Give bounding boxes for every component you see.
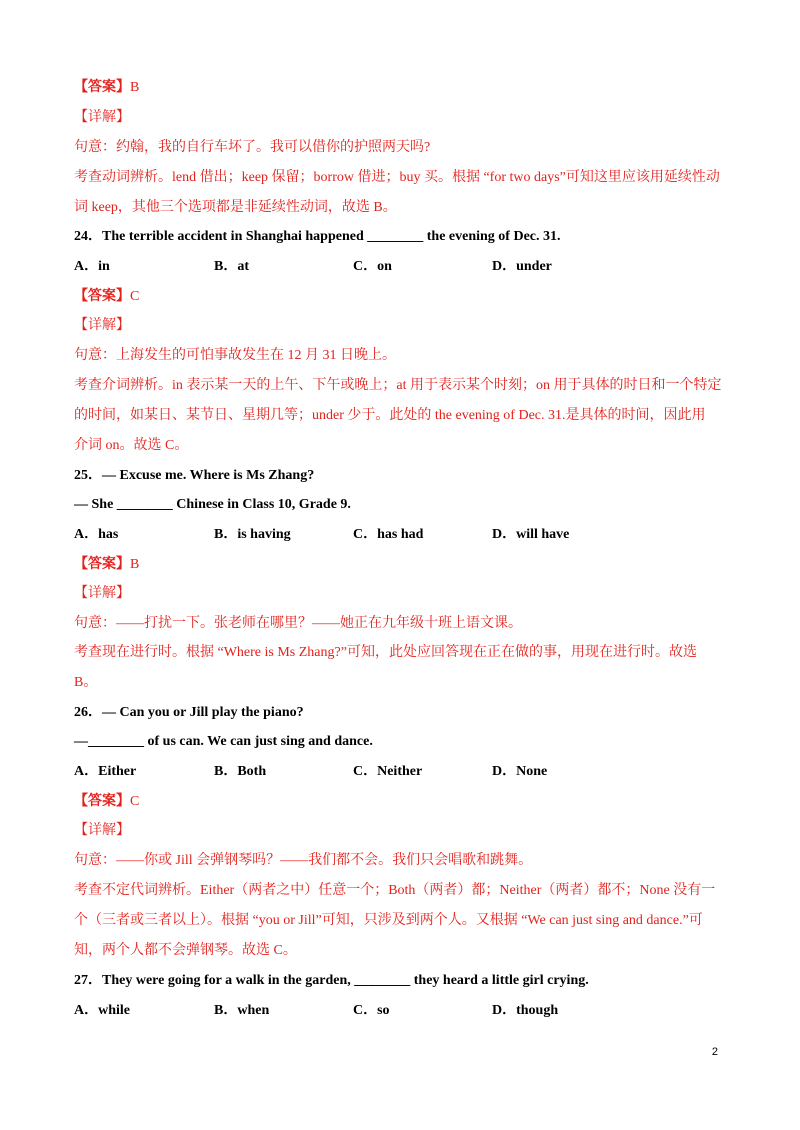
detail-label: 【详解】: [74, 318, 130, 333]
analysis-line: 个（三者或三者以上）。根据 “you or Jill”可知，只涉及到两个人。又根据 “We can just sing and dance.”可: [74, 913, 703, 928]
answer-label: 【答案】: [74, 289, 130, 304]
option-a: A．Either: [74, 764, 137, 779]
analysis-line: B。: [74, 675, 98, 690]
question-stem: 26．— Can you or Jill play the piano?: [74, 705, 304, 720]
answer-line: [74, 287, 734, 307]
option-b: B．Both: [214, 764, 267, 779]
answer-line: [74, 78, 734, 98]
answer-value: B: [130, 80, 140, 95]
option-c: C．has had: [353, 527, 424, 542]
option-d: D．will have: [492, 527, 570, 542]
answer-label: 【答案】: [74, 794, 130, 809]
detail-label: 【详解】: [74, 823, 130, 838]
answer-line: [74, 555, 734, 575]
detail-label: 【详解】: [74, 586, 130, 601]
sentence-meaning: 句意：——打扰一下。张老师在哪里？——她正在九年级十班上语文课。: [74, 616, 522, 631]
question-stem: 24．The terrible accident in Shanghai happened ________ the evening of Dec. 31.: [74, 229, 561, 244]
analysis-line: 知，两个人都不会弹钢琴。故选 C。: [74, 943, 297, 958]
option-c: C．Neither: [353, 764, 423, 779]
question-stem: 25．— Excuse me. Where is Ms Zhang?: [74, 468, 315, 483]
answer-value: B: [130, 557, 140, 572]
answer-label: 【答案】: [74, 80, 130, 95]
question-stem: — She ________ Chinese in Class 10, Grade 9.: [74, 497, 351, 512]
option-a: A．has: [74, 527, 119, 542]
option-c: C．so: [353, 1003, 390, 1018]
sentence-meaning: 句意：约翰，我的自行车坏了。我可以借你的护照两天吗?: [74, 140, 431, 155]
detail-label: 【详解】: [74, 110, 130, 125]
option-c: C．on: [353, 259, 392, 274]
analysis-line: 的时间，如某日、某节日、星期几等；under 少于。此处的 the evening of Dec. 31.是具体的时间，因此用: [74, 408, 706, 423]
analysis-line: 考查不定代词辨析。Either（两者之中）任意一个；Both（两者）都；Neither（两者）都不；None 没有一: [74, 883, 716, 898]
analysis-line: 考查介词辨析。in 表示某一天的上午、下午或晚上；at 用于表示某个时刻；on 用于具体的时日和一个特定: [74, 378, 722, 393]
analysis-line: 考查动词辨析。lend 借出；keep 保留；borrow 借进；buy 买。根据 “for two days”可知这里应该用延续性动: [74, 170, 720, 185]
analysis-line: 介词 on。故选 C。: [74, 438, 189, 453]
option-b: B．when: [214, 1003, 270, 1018]
option-a: A．in: [74, 259, 110, 274]
page-number: 2: [711, 1046, 718, 1058]
sentence-meaning: 句意：——你或 Jill 会弹钢琴吗？——我们都不会。我们只会唱歌和跳舞。: [74, 853, 533, 868]
question-stem: 27．They were going for a walk in the garden, ________ they heard a little girl crying.: [74, 973, 589, 988]
answer-line: [74, 792, 734, 812]
option-a: A．while: [74, 1003, 130, 1018]
option-d: D．None: [492, 764, 548, 779]
option-d: D．though: [492, 1003, 559, 1018]
answer-label: 【答案】: [74, 557, 130, 572]
option-b: B．at: [214, 259, 249, 274]
answer-value: C: [130, 289, 140, 304]
answer-value: C: [130, 794, 140, 809]
option-d: D．under: [492, 259, 552, 274]
sentence-meaning: 句意：上海发生的可怕事故发生在 12 月 31 日晚上。: [74, 348, 396, 363]
analysis-line: 考查现在进行时。根据 “Where is Ms Zhang?”可知，此处应回答现在正在做的事，用现在进行时。故选: [74, 645, 697, 660]
option-b: B．is having: [214, 527, 291, 542]
question-stem: —________ of us can. We can just sing and dance.: [74, 734, 373, 749]
analysis-line: 词 keep，其他三个选项都是非延续性动词，故选 B。: [74, 200, 397, 215]
